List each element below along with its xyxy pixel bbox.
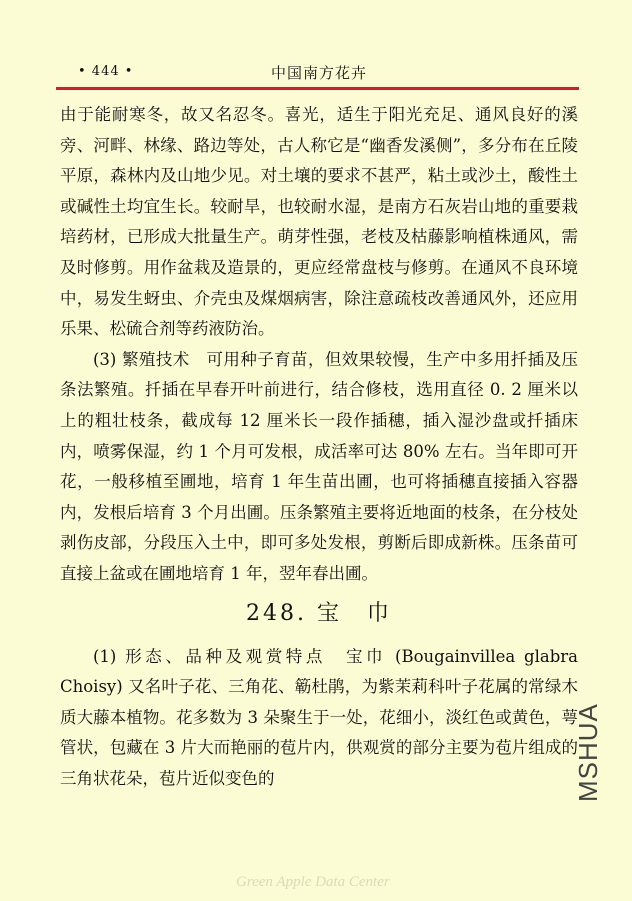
page-header <box>60 62 578 86</box>
running-title: 中国南方花卉 <box>270 64 367 82</box>
watermark-side: MSHUA <box>573 703 603 802</box>
paragraph-1: 由于能耐寒冬，故又名忍冬。喜光，适生于阳光充足、通风良好的溪旁、河畔、林缘、路边等处，古人称它是“幽香发溪侧”，多分布在丘陵平原，森林内及山地少见。对土壤的要求不甚严，粘土或沙土，酸性土或碱性土均宜生长。较耐旱，也较耐水湿，是南方石灰岩山地的重要栽培药材，已形成大批量生产。萌芽性强，老枝及枯藤影响植株通风，需及时修剪。用作盆栽及造景的，更应经常盘枝与修剪。在通风不良环境中，易发生蚜虫、介壳虫及煤烟病害，除注意疏枝改善通风外，还应用乐果、松硫合剂等药液防治。 <box>60 105 578 339</box>
page-body <box>60 100 578 794</box>
watermark-bottom: Green Apple Data Center <box>236 874 390 890</box>
page-number: • 444 • <box>78 64 134 79</box>
paragraph-3: (1) 形态、品种及观赏特点 宝巾 (Bougainvillea glabra Choisy) 又名叶子花、三角花、簕杜鹃，为紫茉莉科叶子花属的常绿木质大藤本植物。花多数为 3 朵聚生于一处，花细小，淡红色或黄色，萼管状，包藏在 3 片大而艳丽的苞片内，供观赏的部分主要为苞片组成的三角状花朵，苞片近似变色的 <box>60 646 578 788</box>
paragraph-2: (3) 繁殖技术 可用种子育苗，但效果较慢，生产中多用扦插及压条法繁殖。扦插在早春开叶前进行，结合修枝，选用直径 0. 2 厘米以上的粗壮枝条，截成每 12 厘米长一段作插穗，插入湿沙盘或扦插床内，喷雾保湿，约 1 个月可发根，成活率可达 80% 左右。当年即可开花，一般移植至圃地，培育 1 年生苗出圃，也可将插穗直接插入容器内，发根后培育 3 个月出圃。压条繁殖主要将近地面的枝条，在分枝处剥伤皮部，分段压入土中，即可多处发根，剪断后即成新株。压条苗可直接上盆或在圃地培育 1 年，翌年春出圃。 <box>60 349 578 583</box>
header-rule <box>56 87 579 90</box>
section-heading: 248. 宝 巾 <box>246 600 392 626</box>
